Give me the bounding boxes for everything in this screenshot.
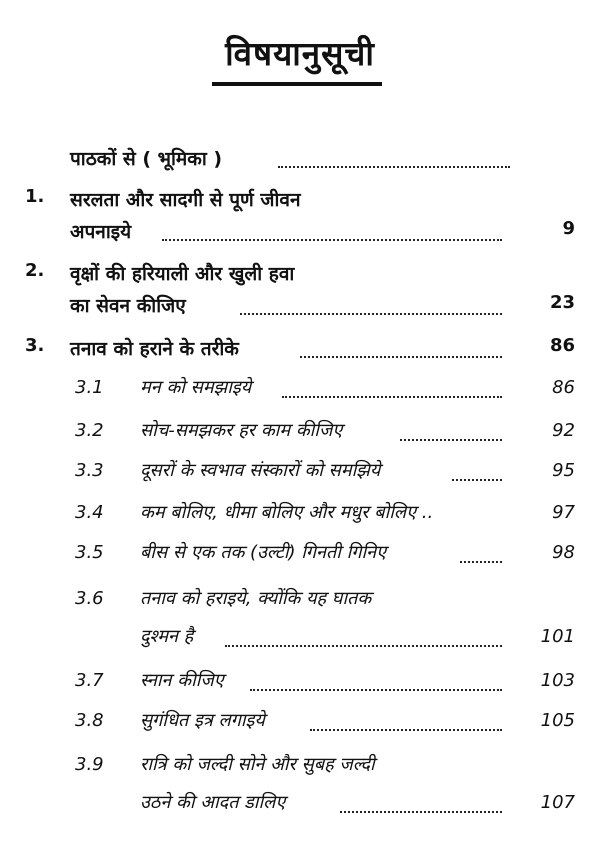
toc-subentry-label-cont: उठने की आदत डालिए bbox=[140, 792, 286, 813]
toc-entry-label: पाठकों से ( भूमिका ) bbox=[70, 148, 223, 170]
toc-subentry-number: 3.8 bbox=[75, 710, 104, 731]
toc-entry-label: वृक्षों की हरियाली और खुली हवा bbox=[70, 263, 295, 285]
toc-page-number: 86 bbox=[549, 335, 575, 356]
toc-subentry-number: 3.9 bbox=[75, 754, 104, 775]
toc-subentry-label: कम बोलिए, धीमा बोलिए और मधुर बोलिए .. bbox=[140, 502, 434, 523]
toc-page-number: 86 bbox=[552, 377, 575, 398]
toc-subentry-number: 3.3 bbox=[75, 460, 104, 481]
toc-subentry-3-1[interactable] bbox=[0, 375, 600, 405]
toc-subentry-3-4[interactable] bbox=[0, 500, 600, 530]
dot-leader bbox=[460, 561, 502, 563]
dot-leader bbox=[300, 356, 502, 358]
toc-entry-label: तनाव को हराने के तरीके bbox=[70, 338, 239, 360]
toc-entry-3[interactable] bbox=[0, 335, 600, 365]
toc-page-number: 105 bbox=[540, 710, 575, 731]
dot-leader bbox=[240, 313, 502, 315]
title-underline bbox=[212, 82, 382, 86]
toc-page-number: 9 bbox=[562, 218, 575, 239]
toc-subentry-number: 3.1 bbox=[75, 377, 104, 398]
toc-subentry-number: 3.7 bbox=[75, 670, 104, 691]
toc-page-number: 97 bbox=[552, 502, 575, 523]
toc-page-number: 107 bbox=[540, 792, 575, 813]
toc-subentry-label: सुगंधित इत्र लगाइये bbox=[140, 710, 265, 731]
dot-leader bbox=[225, 645, 502, 647]
toc-subentry-3-7[interactable] bbox=[0, 668, 600, 698]
toc-entry-label: सरलता और सादगी से पूर्ण जीवन bbox=[70, 189, 301, 211]
toc-subentry-label-cont: दुश्मन है bbox=[140, 626, 194, 647]
toc-entry-2[interactable] bbox=[0, 260, 600, 320]
toc-subentry-3-2[interactable] bbox=[0, 418, 600, 448]
toc-entry-label-cont: का सेवन कीजिए bbox=[70, 295, 186, 317]
toc-entry-label-cont: अपनाइये bbox=[70, 221, 132, 243]
page-title: विषयानुसूची bbox=[225, 34, 375, 73]
toc-subentry-label: बीस से एक तक (उल्टी) गिनती गिनिए bbox=[140, 542, 387, 563]
toc-page-number: 101 bbox=[540, 626, 575, 647]
dot-leader bbox=[452, 479, 502, 481]
toc-subentry-number: 3.6 bbox=[75, 588, 104, 609]
toc-subentry-number: 3.5 bbox=[75, 542, 104, 563]
toc-entry-number: 3. bbox=[25, 335, 45, 356]
toc-page-number: 98 bbox=[552, 542, 575, 563]
toc-entry-number: 2. bbox=[25, 260, 45, 281]
dot-leader bbox=[278, 166, 510, 168]
toc-subentry-3-9[interactable] bbox=[0, 752, 600, 822]
toc-page-number: 23 bbox=[549, 292, 575, 313]
toc-subentry-label: दूसरों के स्वभाव संस्कारों को समझिये bbox=[140, 460, 381, 481]
toc-subentry-3-3[interactable] bbox=[0, 458, 600, 488]
toc-entry-number: 1. bbox=[25, 186, 45, 207]
dot-leader bbox=[282, 396, 502, 398]
toc-subentry-number: 3.4 bbox=[75, 502, 104, 523]
toc-subentry-label: रात्रि को जल्दी सोने और सुबह जल्दी bbox=[140, 754, 375, 775]
toc-subentry-3-5[interactable] bbox=[0, 540, 600, 570]
toc-subentry-label: तनाव को हराइये, क्योंकि यह घातक bbox=[140, 588, 372, 609]
dot-leader bbox=[310, 729, 502, 731]
dot-leader bbox=[340, 811, 502, 813]
dot-leader bbox=[250, 689, 502, 691]
toc-page-number: 92 bbox=[552, 420, 575, 441]
dot-leader bbox=[162, 239, 502, 241]
toc-subentry-3-6[interactable] bbox=[0, 586, 600, 652]
toc-page-number: 95 bbox=[552, 460, 575, 481]
toc-subentry-label: सोच-समझकर हर काम कीजिए bbox=[140, 420, 343, 441]
toc-entry-1[interactable] bbox=[0, 186, 600, 246]
toc-subentry-label: स्नान कीजिए bbox=[140, 670, 224, 691]
dot-leader bbox=[400, 439, 502, 441]
toc-page-number: 103 bbox=[540, 670, 575, 691]
toc-entry-preface[interactable] bbox=[0, 145, 600, 175]
toc-subentry-3-8[interactable] bbox=[0, 708, 600, 738]
toc-subentry-number: 3.2 bbox=[75, 420, 104, 441]
toc-subentry-label: मन को समझाइये bbox=[140, 377, 252, 398]
